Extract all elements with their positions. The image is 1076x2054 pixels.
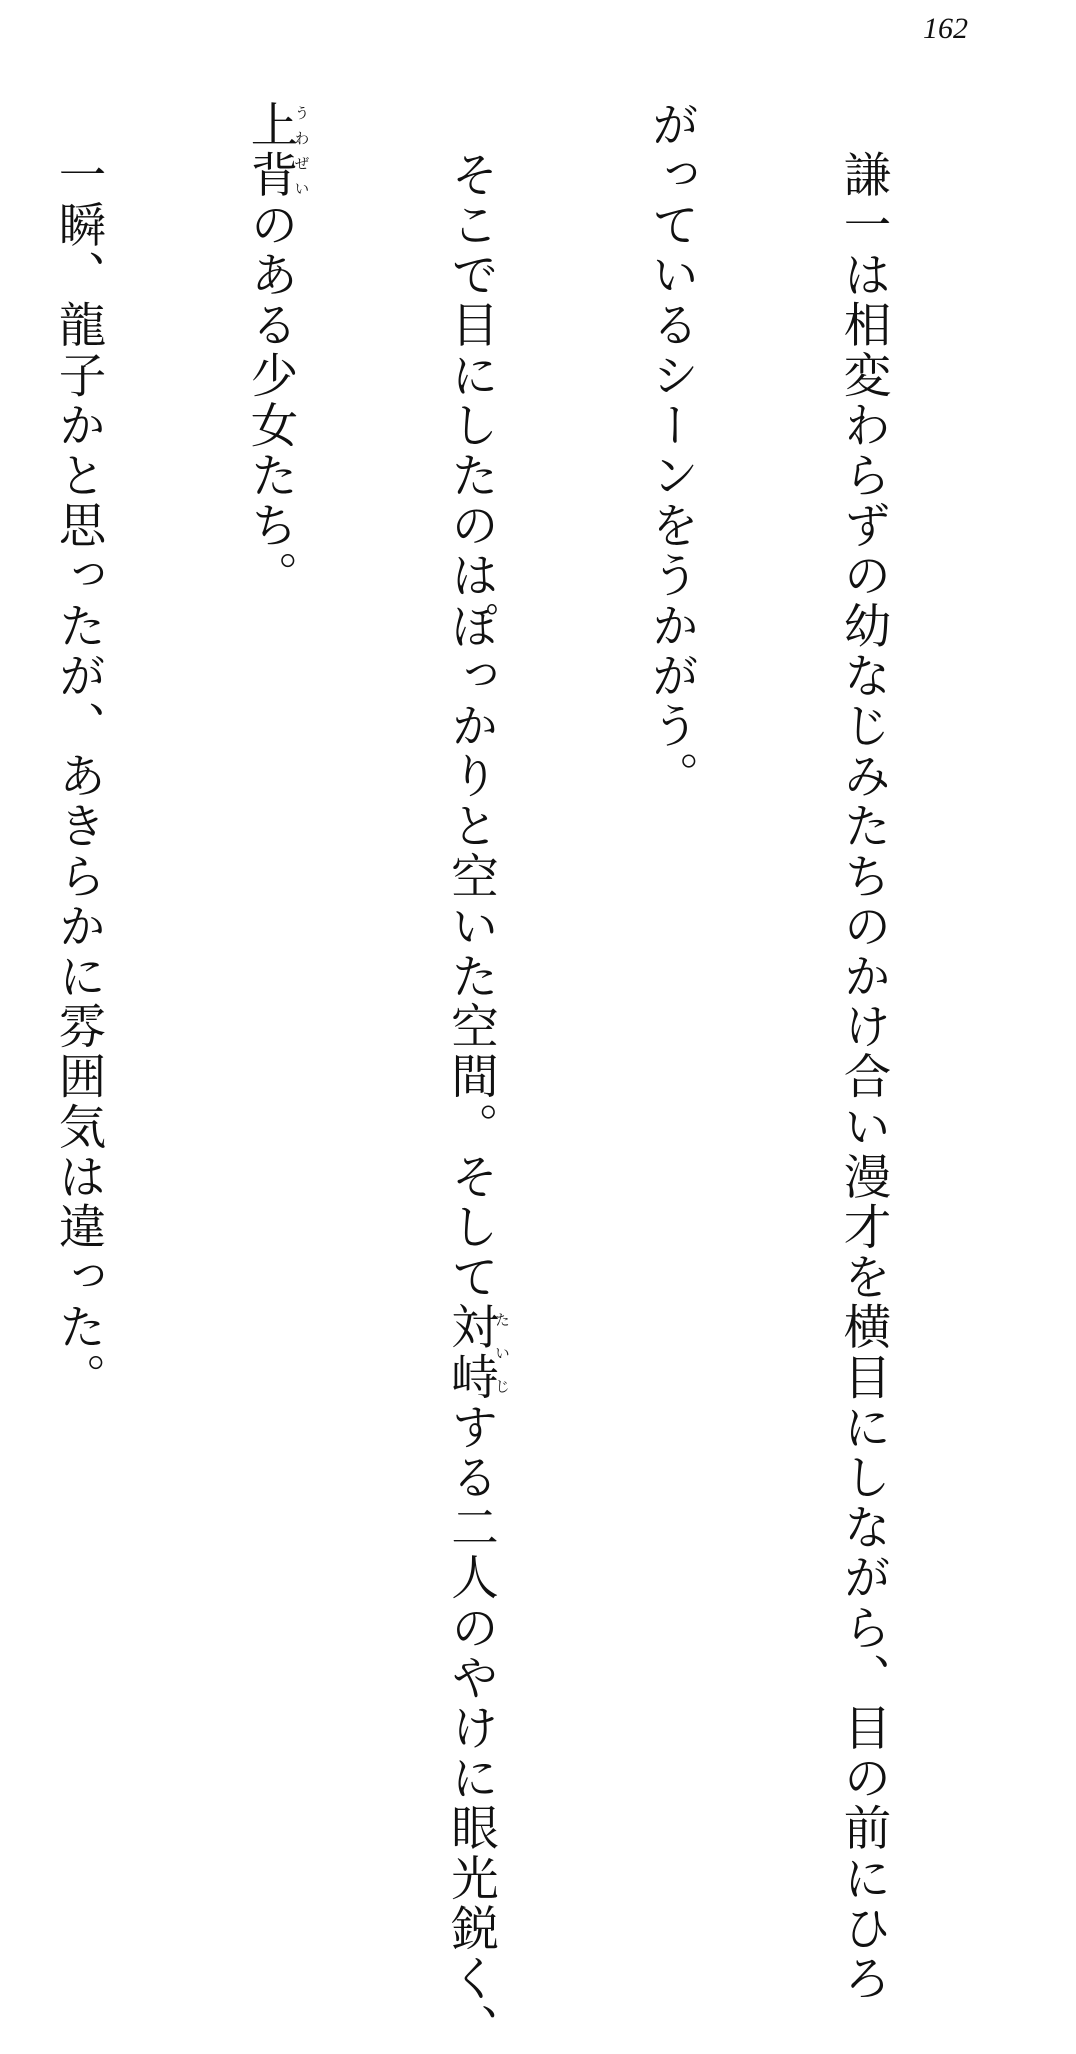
vertical-body-text <box>0 100 1022 2054</box>
furigana: 上背うわぜい <box>242 100 311 201</box>
text-line-3: そこで目にしたのはぽっかりと空いた空間。そして対峙たいじする二人のやけに眼光鋭く、 <box>442 100 511 2054</box>
text-line-5: 一瞬、龍子かと思ったが、あきらかに雰囲気は違った。 <box>50 100 105 1403</box>
text-line-1: 謙一は相変わらずの幼なじみたちのかけ合い漫才を横目にしながら、目の前にひろ <box>835 100 890 2004</box>
text-line-2: がっているシーンをうかがう。 <box>643 100 698 802</box>
page-number: 162 <box>923 12 968 45</box>
furigana: 対峙たいじ <box>442 1302 511 1403</box>
text-line-4: 上背うわぜいのある少女たち。 <box>242 100 311 602</box>
